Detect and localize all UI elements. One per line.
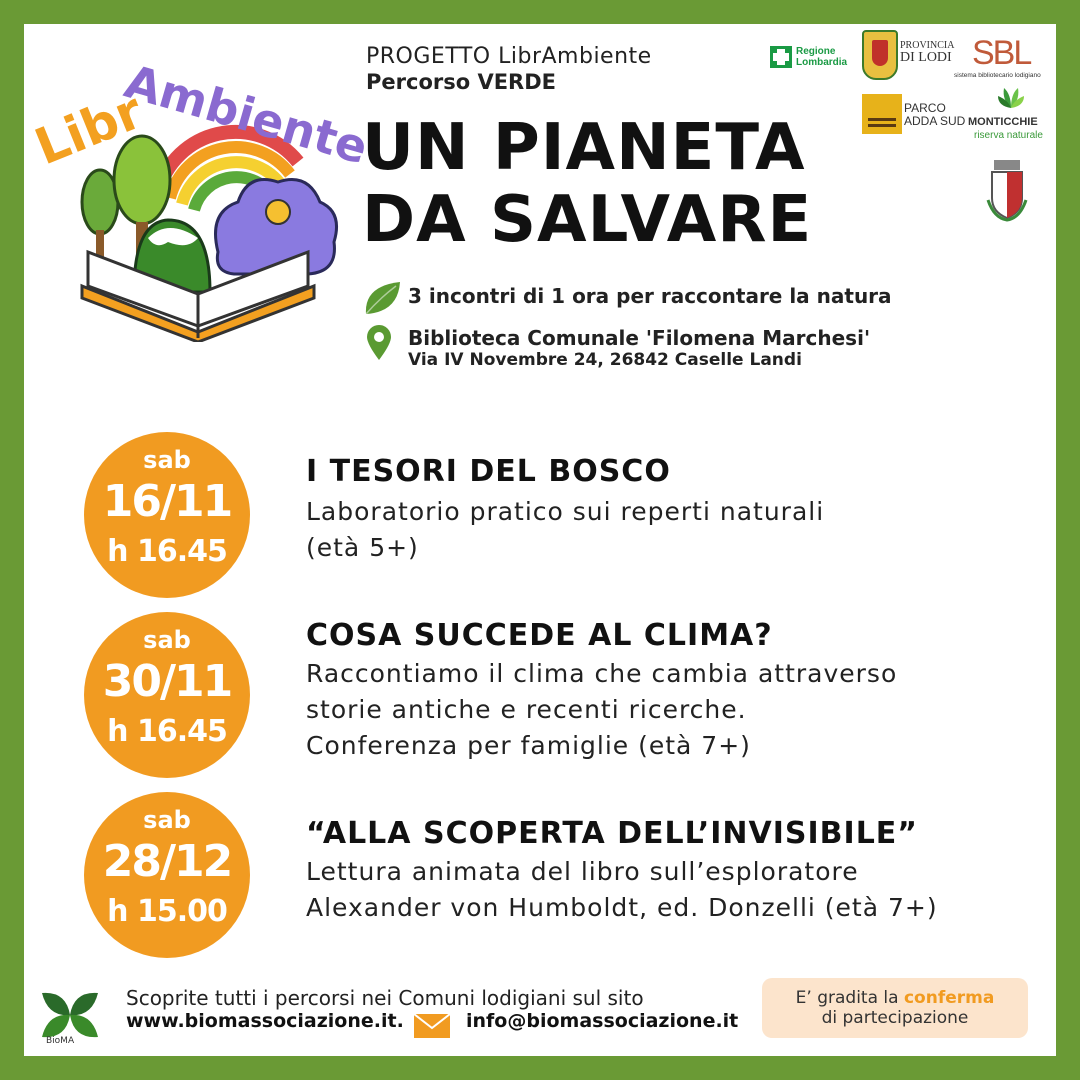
lodi-crest-icon — [862, 30, 898, 80]
regione-lombardia-logo: Regione Lombardia — [770, 44, 854, 72]
logo-wordmark-libr: Libr — [27, 81, 151, 177]
title-line-2: DA SALVARE — [362, 183, 813, 257]
sbl-logo: SBL sistema bibliotecario lodigiano — [954, 34, 1041, 79]
project-label: PROGETTO LibrAmbiente — [366, 44, 652, 69]
heron-icon — [862, 94, 902, 134]
meetings-info: 3 incontri di 1 ora per raccontare la natura — [408, 284, 892, 308]
confirmation-note: E’ gradita la conferma di partecipazione — [762, 978, 1028, 1038]
event-date-badge: sab 16/11 h 16.45 — [84, 432, 250, 598]
logo-wordmark — [24, 24, 374, 324]
event-description: Lettura animata del libro sull’esploratore Alexander von Humboldt, ed. Donzelli (età 7+) — [306, 857, 938, 922]
footer-text: Scoprite tutti i percorsi nei Comuni lodigiani sul sito — [126, 986, 644, 1010]
logo-wordmark-ambiente: Ambiente — [119, 54, 374, 175]
poster — [24, 24, 1056, 1056]
library-name: Biblioteca Comunale 'Filomena Marchesi' — [408, 326, 871, 350]
lotus-icon — [998, 86, 1024, 110]
comune-crest-icon — [986, 160, 1028, 222]
event-description: Raccontiamo il clima che cambia attraverso storie antiche e recenti ricerche. Conferenza per famiglie (età 7+) — [306, 659, 898, 760]
event-title: COSA SUCCEDE AL CLIMA? — [306, 618, 773, 653]
event-title: “ALLA SCOPERTA DELL’INVISIBILE” — [306, 816, 919, 851]
title-line-1: UN PIANETA — [362, 111, 806, 185]
page-title — [362, 112, 812, 256]
website-link[interactable]: www.biomassociazione.it. — [126, 1010, 404, 1032]
monticchie-logo: MONTICCHIE riserva naturale — [968, 86, 1056, 146]
lombardia-cross-icon — [770, 46, 792, 68]
leaf-icon — [362, 280, 402, 316]
event-title: I TESORI DEL BOSCO — [306, 454, 671, 489]
event-date-badge: sab 30/11 h 16.45 — [84, 612, 250, 778]
parco-adda-sud-logo: PARCO ADDA SUD — [862, 94, 972, 138]
track-label: Percorso VERDE — [366, 70, 557, 94]
event-description: Laboratorio pratico sui reperti naturali (età 5+) — [306, 497, 825, 562]
map-pin-icon — [365, 324, 393, 362]
provincia-lodi-logo: PROVINCIA DI LODI — [862, 30, 952, 82]
email-link[interactable]: info@biomassociazione.it — [466, 1010, 739, 1032]
library-address: Via IV Novembre 24, 26842 Caselle Landi — [408, 350, 802, 370]
event-date-badge: sab 28/12 h 15.00 — [84, 792, 250, 958]
mail-icon — [414, 1014, 450, 1038]
bioma-label: BioMA — [46, 1036, 75, 1046]
